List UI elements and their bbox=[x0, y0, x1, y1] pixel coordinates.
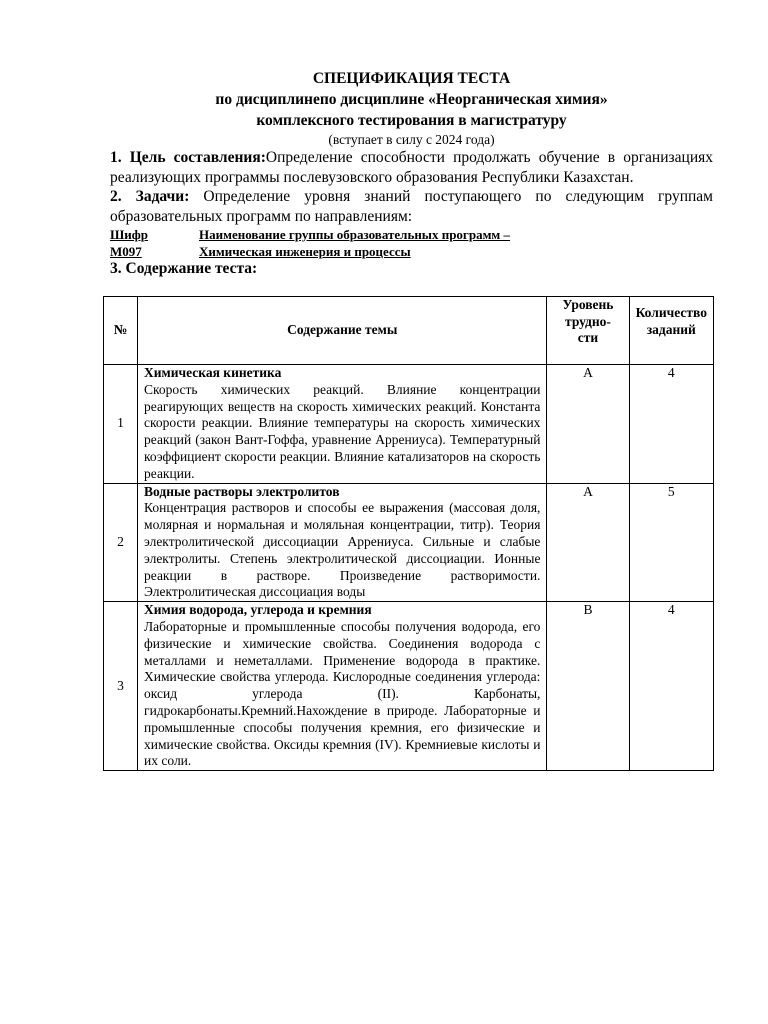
table-row bbox=[104, 483, 714, 602]
table-row bbox=[104, 365, 714, 484]
program-code: M097 bbox=[110, 244, 142, 259]
row-topic-title: Водные растворы электролитов bbox=[144, 483, 340, 499]
row-level: B bbox=[547, 602, 629, 771]
section-purpose-label: 1. Цель составления: bbox=[110, 149, 266, 166]
program-header-row bbox=[110, 226, 713, 243]
row-topic-body: Концентрация растворов и способы ее выражения (массовая доля, молярная и нормальная и моляльная концентрации, титр). Теория электролитической диссоциации Аррениуса. Сильные и слабые электролиты. Степень электролитической диссоциации. Ионные реакции в растворе. Произведение растворимости. Электролитическая диссоциация воды bbox=[144, 500, 541, 600]
content-table bbox=[103, 296, 714, 771]
row-level: A bbox=[547, 483, 629, 602]
header-num: № bbox=[104, 297, 138, 365]
row-content bbox=[138, 602, 547, 771]
table-row bbox=[104, 602, 714, 771]
row-count: 5 bbox=[629, 483, 713, 602]
section-tasks bbox=[110, 187, 713, 226]
program-name-header: Наименование группы образовательных программ – bbox=[199, 227, 511, 242]
section-purpose-text: Определение способности продолжать обучение в организациях реализующих программы послевузовского образования Республики Казахстан. bbox=[110, 149, 713, 186]
section-tasks-label: 2. Задачи: bbox=[110, 188, 190, 205]
row-count: 4 bbox=[629, 365, 713, 484]
row-number: 2 bbox=[104, 483, 138, 602]
header-level-label: Уровень трудно-сти bbox=[562, 297, 614, 345]
table-header-row bbox=[104, 297, 714, 365]
document-title: СПЕЦИФИКАЦИЯ ТЕСТА bbox=[312, 70, 511, 87]
program-row bbox=[110, 243, 713, 260]
row-content bbox=[138, 365, 547, 484]
effective-date: (вступает в силу с 2024 года) bbox=[328, 132, 495, 147]
row-number: 3 bbox=[104, 602, 138, 771]
header-count bbox=[629, 297, 713, 365]
row-content bbox=[138, 483, 547, 602]
section-content-heading: 3. Содержание теста: bbox=[110, 260, 258, 277]
section-purpose bbox=[110, 148, 713, 187]
header-content: Содержание темы bbox=[138, 297, 547, 365]
row-topic-title: Химическая кинетика bbox=[144, 365, 282, 380]
row-level: A bbox=[547, 365, 629, 484]
section-tasks-text: Определение уровня знаний поступающего по следующим группам образовательных программ по направлениям: bbox=[110, 188, 713, 225]
header-level bbox=[547, 297, 629, 365]
row-count: 4 bbox=[629, 602, 713, 771]
testing-line: комплексного тестирования в магистратуру bbox=[256, 112, 567, 129]
document-page bbox=[110, 68, 713, 277]
program-code-header: Шифр bbox=[110, 227, 148, 242]
header-count-label: Количество заданий bbox=[635, 305, 707, 337]
row-topic-title: Химия водорода, углерода и кремния bbox=[144, 602, 372, 618]
row-topic-body: Лабораторные и промышленные способы получения водорода, его физические и химические свойства. Соединения водорода с металлами и неметаллами. Применение водорода в практике. Химические свойства углерода. Кислородные соединения углерода: оксид углерода (II). Карбонаты, гидрокарбонаты.Кремний.Нахождение в природе. Лабораторные и промышленные способы получения кремния, его физические и химические свойства. Оксиды кремния (IV). Кремниевые кислоты и их соли. bbox=[144, 618, 541, 769]
row-topic-body: Скорость химических реакций. Влияние концентрации реагирующих веществ на скорость химических реакций. Константа скорости реакции. Влияние температуры на скорость химических реакций (закон Вант-Гоффа, уравнение Аррениуса). Температурный коэффициент скорости реакции. Влияние катализаторов на скорость реакции. bbox=[144, 381, 541, 481]
row-number: 1 bbox=[104, 365, 138, 484]
discipline-line: по дисциплинепо дисциплине «Неорганическая химия» bbox=[215, 91, 608, 108]
program-name: Химическая инженерия и процессы bbox=[199, 244, 411, 259]
